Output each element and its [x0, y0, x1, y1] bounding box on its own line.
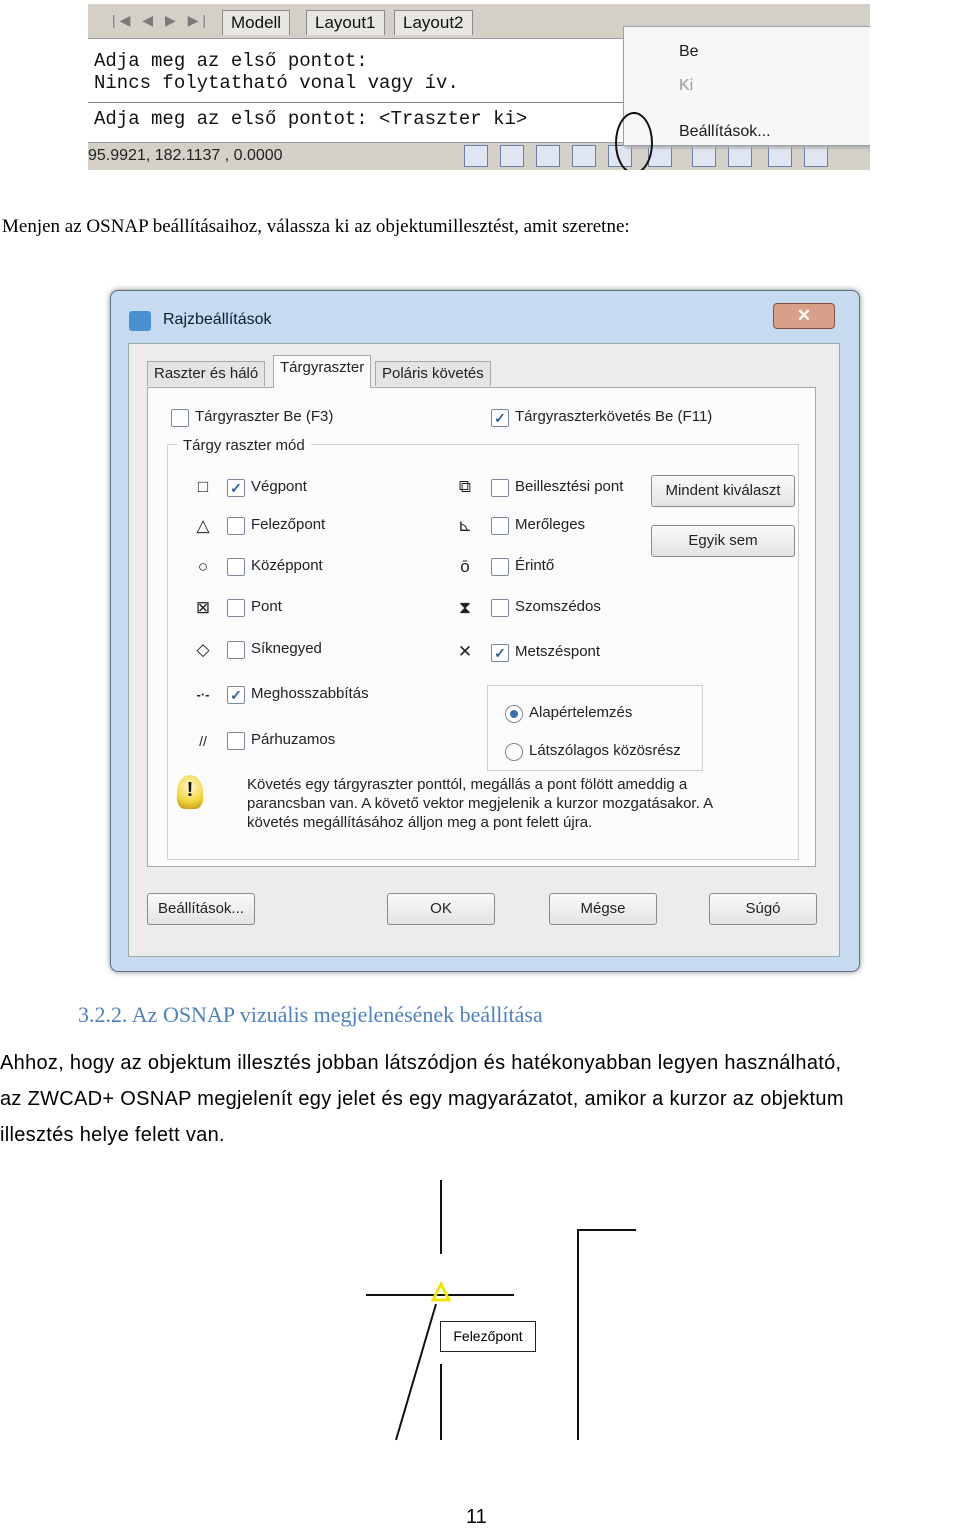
- snap-on-label: Tárgyraszter Be (F3): [195, 408, 334, 425]
- app-icon: [129, 311, 151, 331]
- menu-item-settings[interactable]: Beállítások...: [679, 123, 771, 140]
- center-icon: ○: [197, 557, 209, 576]
- endpoint-label: Végpont: [251, 478, 307, 495]
- extension-checkbox[interactable]: ✓: [227, 686, 245, 704]
- apparent-intersection-radio-label: Látszólagos közösrész: [529, 742, 681, 759]
- grid-toggle-icon[interactable]: [464, 145, 488, 167]
- ortho-toggle-icon[interactable]: [536, 145, 560, 167]
- center-label: Középpont: [251, 557, 323, 574]
- parallel-checkbox[interactable]: [227, 732, 245, 750]
- insertion-icon: ⧉: [458, 477, 472, 496]
- midpoint-icon: △: [196, 516, 210, 535]
- tracking-on-checkbox[interactable]: ✓: [491, 409, 509, 427]
- info-line-1: Követés egy tárgyraszter ponttól, megállás a pont fölött ameddig a: [247, 776, 688, 793]
- lightbulb-icon: !: [177, 775, 203, 809]
- highlight-circle: [615, 112, 653, 170]
- tab-layout1[interactable]: Layout1: [306, 10, 385, 35]
- menu-item-be[interactable]: Be: [679, 43, 699, 60]
- tab-grid-snap[interactable]: Raszter és háló: [147, 361, 265, 386]
- node-checkbox[interactable]: [227, 599, 245, 617]
- section-heading: 3.2.2. Az OSNAP vizuális megjelenésének beállítása: [78, 1002, 543, 1027]
- page-number: 11: [466, 1506, 487, 1528]
- snap-toggle-icon[interactable]: [500, 145, 524, 167]
- ok-button[interactable]: OK: [387, 893, 495, 925]
- info-line-3: követés megállításához álljon meg a pont felett újra.: [247, 814, 593, 831]
- command-line-1: Adja meg az első pontot:: [94, 50, 368, 72]
- select-all-button[interactable]: Mindent kiválaszt: [651, 475, 795, 507]
- paragraph-line-3: illesztés helye felett van.: [0, 1124, 225, 1146]
- corner-line: [578, 1230, 636, 1440]
- snap-marker-illustration: [360, 1178, 650, 1448]
- default-radio[interactable]: [505, 705, 523, 723]
- tab-layout2[interactable]: Layout2: [394, 10, 473, 35]
- node-icon: ⊠: [195, 598, 211, 617]
- intersection-icon: ✕: [457, 642, 473, 661]
- snap-mode-group-label: Tárgy raszter mód: [177, 437, 311, 454]
- midpoint-checkbox[interactable]: [227, 517, 245, 535]
- extension-label: Meghosszabbítás: [251, 685, 369, 702]
- tab-polar-tracking[interactable]: Poláris követés: [375, 361, 491, 386]
- command-line-2: Nincs folytatható vonal vagy ív.: [94, 72, 459, 94]
- model-toggle-icon[interactable]: [728, 145, 752, 167]
- tangent-icon: ō: [460, 557, 470, 576]
- endpoint-icon: □: [197, 477, 209, 496]
- polar-toggle-icon[interactable]: [572, 145, 596, 167]
- info-line-2: parancsban van. A követő vektor megjelenik a kurzor mozgatásakor. A: [247, 795, 714, 812]
- slanted-line: [396, 1304, 436, 1440]
- nearest-label: Szomszédos: [515, 598, 601, 615]
- endpoint-checkbox[interactable]: ✓: [227, 479, 245, 497]
- paragraph-line-1: Ahhoz, hogy az objektum illesztés jobban látszódjon és hatékonyabban legyen használható,: [0, 1052, 842, 1074]
- parallel-label: Párhuzamos: [251, 731, 336, 748]
- intro-paragraph: Menjen az OSNAP beállításaihoz, válassza ki az objektumillesztést, amit szeretne:: [2, 216, 630, 237]
- osnap-context-menu: [623, 26, 870, 146]
- quadrant-icon: ◇: [196, 640, 210, 659]
- tab-navigation[interactable]: |◀ ◀ ▶ ▶|: [112, 12, 211, 28]
- tab-object-snap[interactable]: Tárgyraszter: [273, 355, 371, 388]
- quadrant-checkbox[interactable]: [227, 641, 245, 659]
- command-prompt[interactable]: Adja meg az első pontot: <Traszter ki>: [94, 108, 528, 130]
- close-button[interactable]: ✕: [773, 303, 835, 329]
- cancel-button[interactable]: Mégse: [549, 893, 657, 925]
- coordinate-readout: 95.9921, 182.1137 , 0.0000: [88, 147, 283, 164]
- menu-item-ki[interactable]: Ki: [679, 77, 694, 94]
- midpoint-marker-icon: [433, 1284, 449, 1300]
- dyn-toggle-icon[interactable]: [768, 145, 792, 167]
- paragraph-line-2: az ZWCAD+ OSNAP megjelenít egy jelet és egy magyarázatot, amikor a kurzor az objektum: [0, 1088, 844, 1110]
- quadrant-label: Síknegyed: [251, 640, 322, 657]
- intersection-label: Metszéspont: [515, 643, 601, 660]
- intersection-checkbox[interactable]: ✓: [491, 644, 509, 662]
- clear-all-button[interactable]: Egyik sem: [651, 525, 795, 557]
- tracking-on-label: Tárgyraszterkövetés Be (F11): [515, 408, 713, 425]
- cad-screenshot: [88, 4, 870, 170]
- perpendicular-icon: ⊾: [457, 516, 473, 535]
- snap-tooltip: Felezőpont: [440, 1321, 536, 1352]
- apparent-intersection-radio[interactable]: [505, 743, 523, 761]
- help-button[interactable]: Súgó: [709, 893, 817, 925]
- options-button[interactable]: Beállítások...: [147, 893, 255, 925]
- dialog-title: Rajzbeállítások: [163, 311, 272, 328]
- nearest-icon: ⧗: [459, 598, 471, 617]
- snap-on-checkbox[interactable]: [171, 409, 189, 427]
- parallel-icon: //: [199, 733, 207, 749]
- perpendicular-checkbox[interactable]: [491, 517, 509, 535]
- default-radio-label: Alapértelemzés: [529, 704, 633, 721]
- center-checkbox[interactable]: [227, 558, 245, 576]
- node-label: Pont: [251, 598, 282, 615]
- lineweight-toggle-icon[interactable]: [692, 145, 716, 167]
- insertion-label: Beillesztési pont: [515, 478, 624, 495]
- command-separator: [88, 102, 628, 103]
- midpoint-label: Felezőpont: [251, 516, 326, 533]
- nearest-checkbox[interactable]: [491, 599, 509, 617]
- perpendicular-label: Merőleges: [515, 516, 586, 533]
- drawing-settings-dialog: [110, 290, 860, 972]
- tab-modell[interactable]: Modell: [222, 10, 290, 35]
- qp-toggle-icon[interactable]: [804, 145, 828, 167]
- insertion-checkbox[interactable]: [491, 479, 509, 497]
- extension-icon: -·-: [196, 687, 210, 702]
- tangent-label: Érintő: [515, 557, 555, 574]
- tangent-checkbox[interactable]: [491, 558, 509, 576]
